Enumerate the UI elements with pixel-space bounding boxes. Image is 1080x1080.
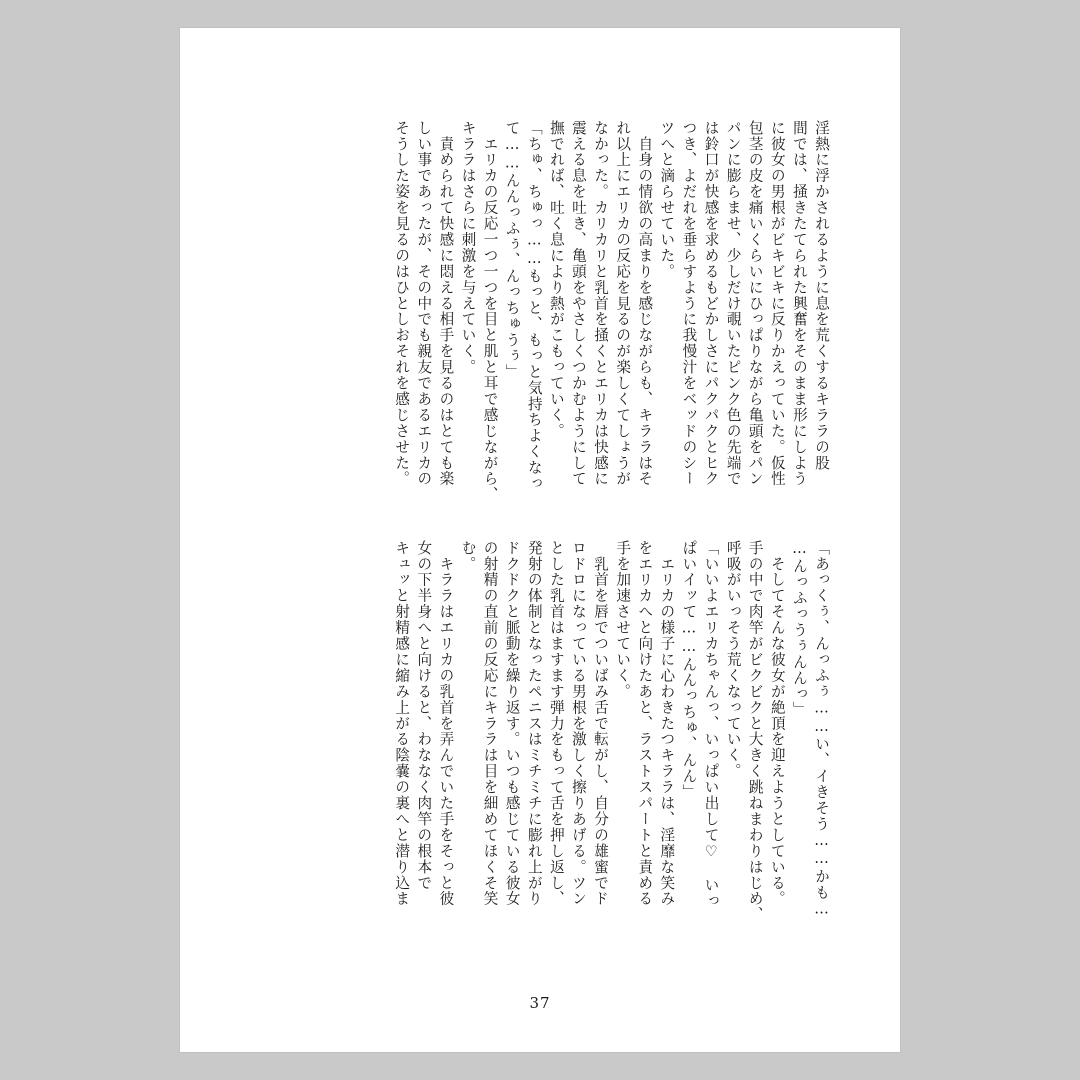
text-column: は鈴口が快感を求めるもどかしさにパクパクとヒク (702, 120, 720, 487)
text-block-lower (386, 540, 828, 960)
text-column: 撫でれば、吐く息により熱がこもっていく。 (547, 120, 565, 439)
text-column: キュッと射精感に縮み上がる陰嚢の裏へと潜り込ま (393, 540, 411, 907)
text-column: 発射の体制となったペニスはミチミチに膨れ上がり (525, 540, 543, 907)
text-column: とした乳首はますます弾力をもって舌を押し返し、 (547, 540, 565, 907)
text-column: エリカの反応一つ一つを目と肌と耳で感じながら、 (481, 120, 499, 503)
text-column: エリカの様子に心わきたつキララは、淫靡な笑み (658, 540, 676, 907)
text-column: そしてそんな彼女が絶頂を迎えようとしている。 (768, 540, 786, 907)
page-number: 37 (529, 994, 551, 1012)
text-column: の射精の直前の反応にキララは目を細めてほくそ笑 (481, 540, 499, 907)
text-column: キララはエリカの乳首を弄んでいた手をそっと彼 (437, 540, 455, 907)
text-column: ドクドクと脈動を繰り返す。いつも感じている彼女 (503, 540, 521, 907)
text-column: 「いいよエリカちゃんっ、いっぱい出して♡ いっ (702, 540, 720, 910)
text-column: 手を加速させていく。 (614, 540, 632, 700)
text-column: パンに膨らませ、少しだけ覗いたピンク色の先端で (724, 120, 742, 487)
page-text-area (180, 28, 900, 1052)
text-column: キララはさらに刺激を与えていく。 (459, 120, 477, 376)
text-column: 震える息を吐き、亀頭をやさしくつかむようにして (569, 120, 587, 487)
text-column: 「あっくぅ、んっふぅ……い、イきそう……かも… (813, 540, 830, 919)
text-column: ツへと滴らせていた。 (658, 120, 676, 280)
text-column: 自身の情欲の高まりを感じながらも、キララはそ (636, 120, 654, 487)
document-page (180, 28, 900, 1052)
text-column: 呼吸がいっそう荒くなっていく。 (724, 540, 742, 780)
text-column: をエリカへと向けたあと、ラストスパートと責める (636, 540, 654, 907)
text-column: …んっふっうぅんんっ」 (790, 540, 808, 718)
text-column: ぱいイッて……んんっちゅ、んん」 (680, 540, 698, 800)
text-block-upper (386, 120, 828, 540)
text-column: しい事であったが、その中でも親友であるエリカの (415, 120, 433, 487)
text-column: 間では、掻きたてられた興奮をそのまま形にしよう (790, 120, 808, 487)
text-column: 乳首を唇でついばみ舌で転がし、自分の雄蜜でド (592, 540, 610, 907)
text-column: に彼女の男根がビキビキに反りかえっていた。仮性 (768, 120, 786, 487)
text-column: 包茎の皮を痛いくらいにひっぱりながら亀頭をパン (746, 120, 764, 487)
text-column: れ以上にエリカの反応を見るのが楽しくてしょうが (614, 120, 632, 487)
text-column: 手の中で肉竿がビクビクと大きく跳ねまわりはじめ、 (746, 540, 764, 923)
text-column: 淫熱に浮かされるように息を荒くするキララの股 (813, 120, 830, 471)
text-column: む。 (459, 540, 477, 572)
text-column: そうした姿を見るのはひとしおそれを感じさせた。 (393, 120, 411, 487)
text-column: 女の下半身へと向けると、わななく肉竿の根本で (415, 540, 433, 891)
text-column: なかった。カリカリと乳首を掻くとエリカは快感に (592, 120, 610, 487)
text-column: 責められて快感に悶える相手を見るのはとても楽 (437, 120, 455, 487)
text-column: て……んんっふぅ、んっちゅうぅ」 (503, 120, 521, 380)
text-column: 「ちゅ、ちゅっ……もっと、もっと気持ちよくなっ (525, 120, 543, 492)
text-column: つき、よだれを垂らすように我慢汁をベッドのシー (680, 120, 698, 487)
text-column: ロドロになっている男根を激しく擦りあげる。ツン (569, 540, 587, 907)
